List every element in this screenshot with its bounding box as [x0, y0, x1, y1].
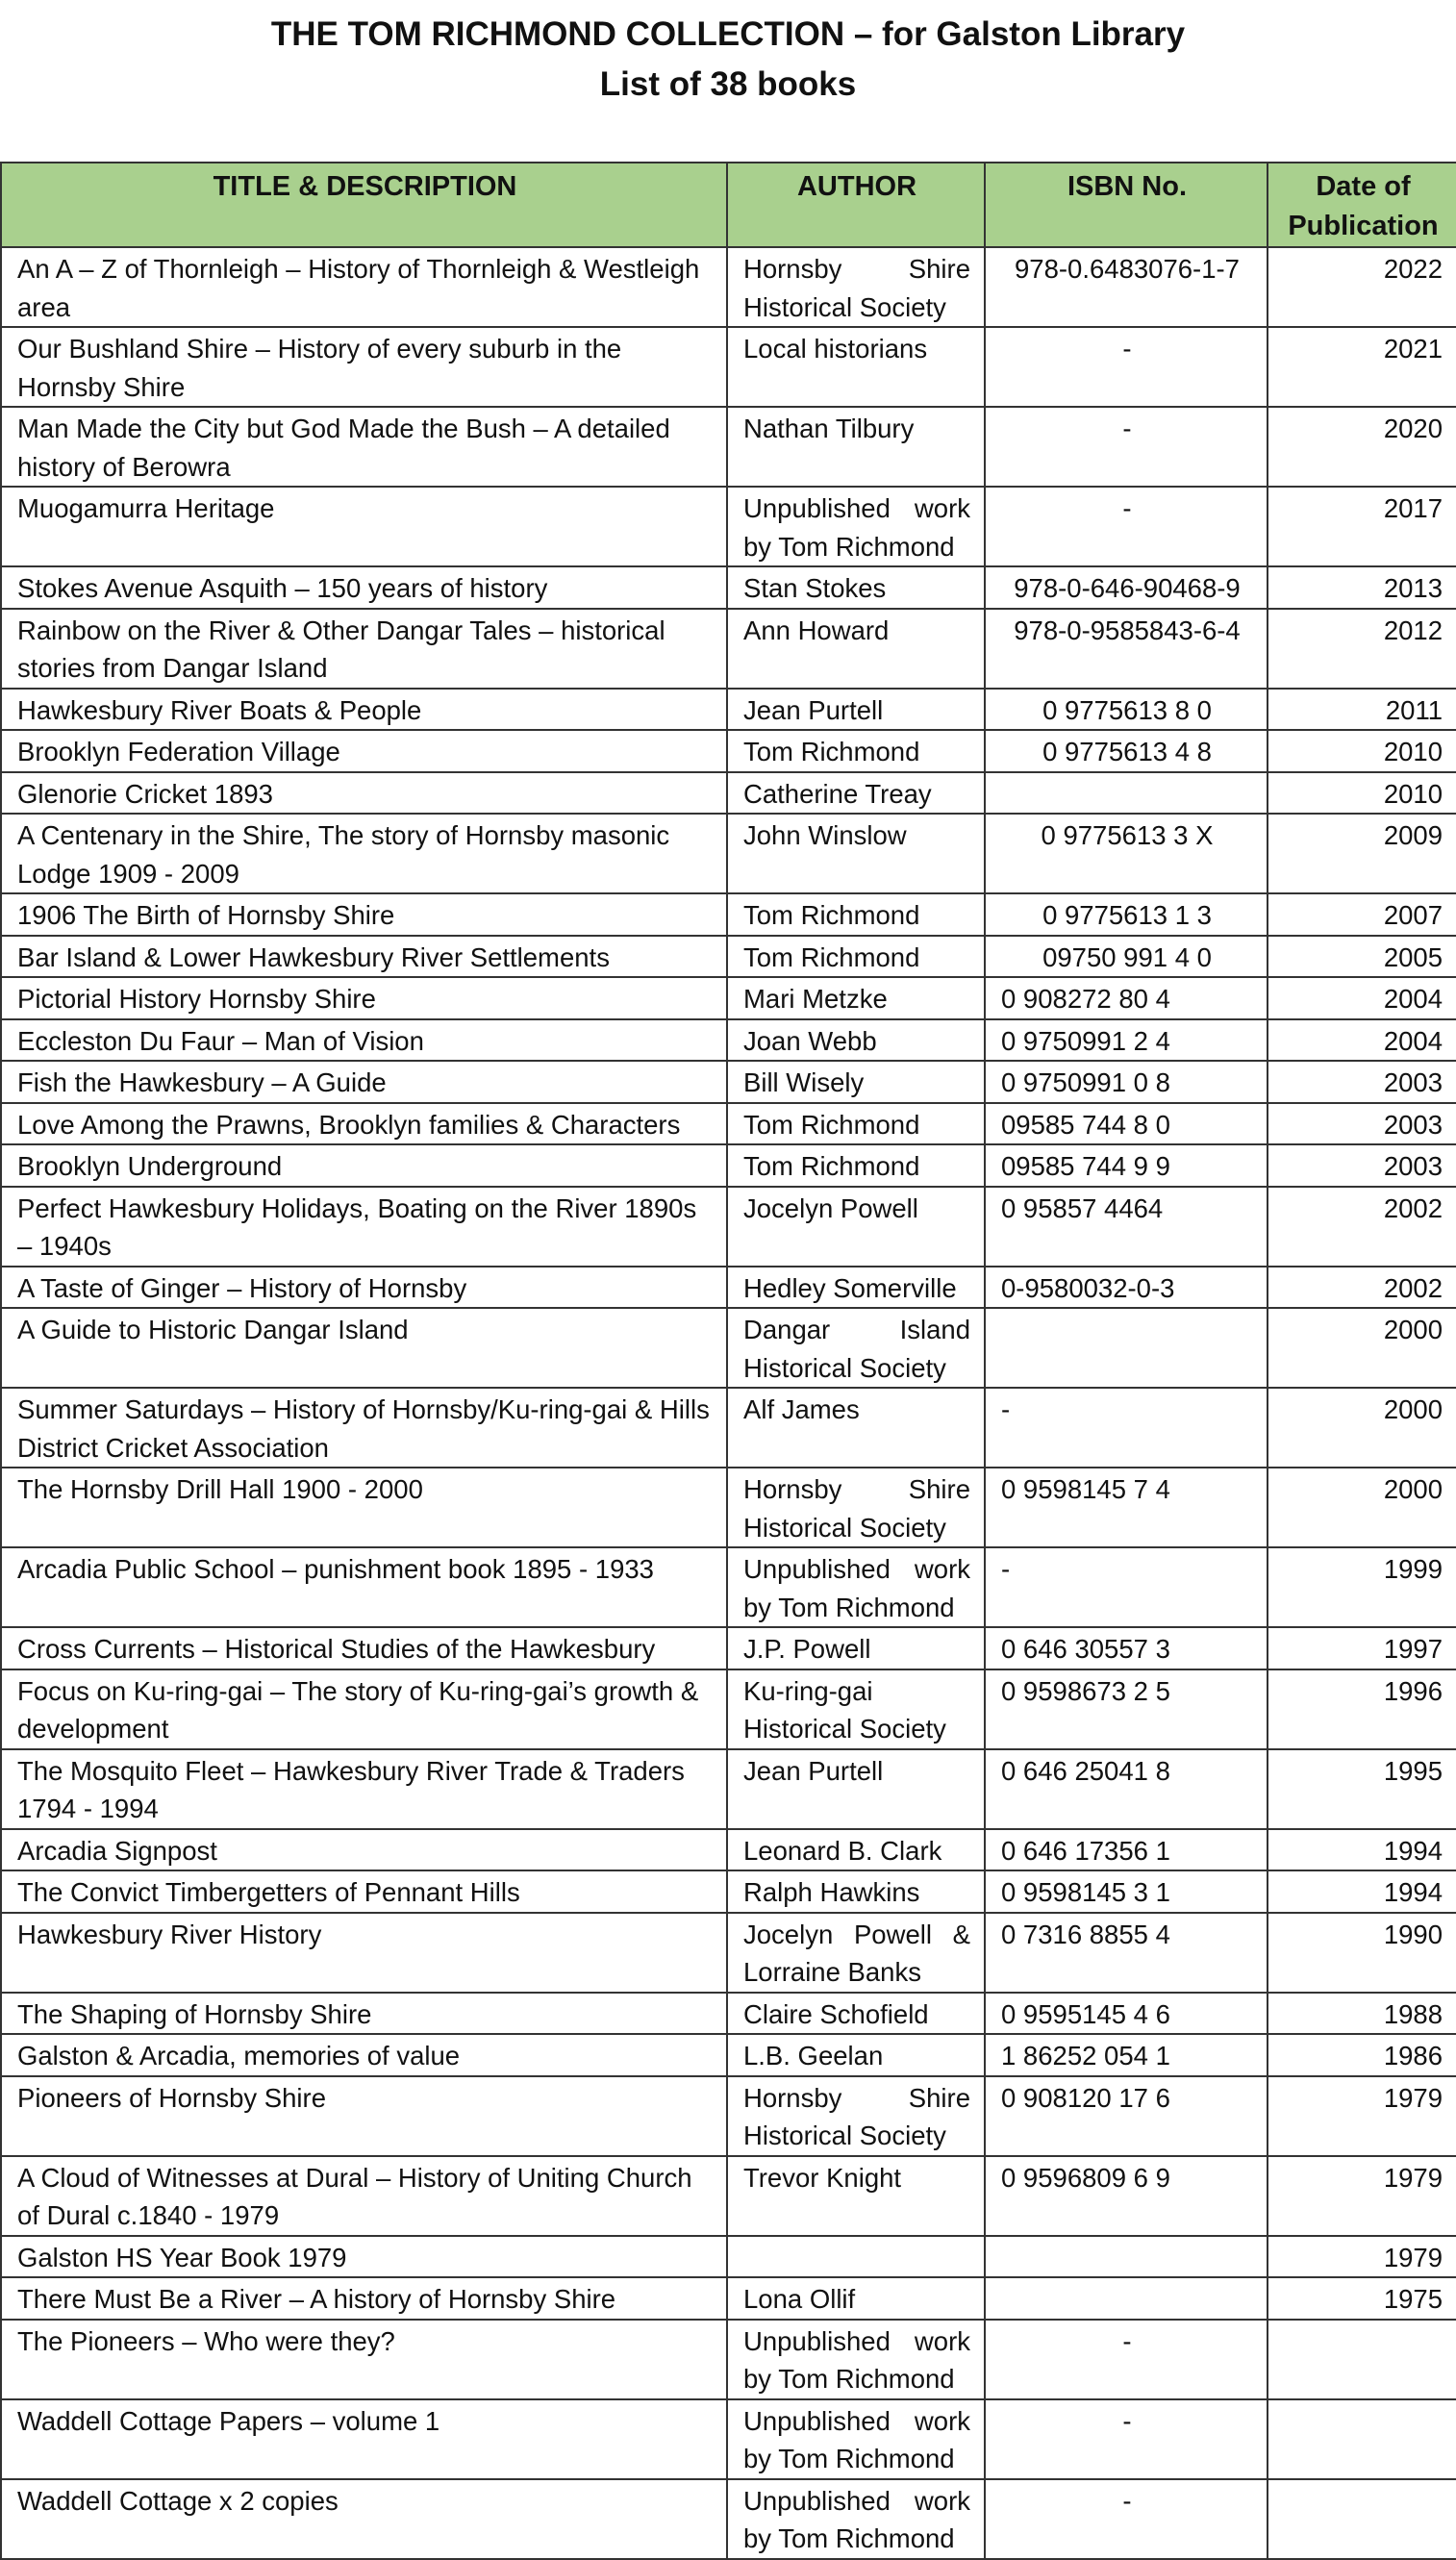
book-author-cell: Stan Stokes	[727, 566, 985, 609]
book-date-cell: 2004	[1268, 1019, 1456, 1062]
book-author-cell: Hornsby Shire Historical Society	[727, 2076, 985, 2156]
book-title-cell: Brooklyn Federation Village	[1, 730, 727, 772]
book-author-cell: Jocelyn Powell	[727, 1187, 985, 1267]
table-row	[1, 2320, 1456, 2399]
book-author-cell: Leonard B. Clark	[727, 1829, 985, 1871]
book-isbn-cell: 0 646 17356 1	[985, 1829, 1268, 1871]
book-title-cell: Summer Saturdays – History of Hornsby/Ku-ring-gai & Hills District Cricket Association	[1, 1388, 727, 1468]
book-isbn-cell: -	[985, 2399, 1268, 2479]
book-author-cell: Dangar Island Historical Society	[727, 1308, 985, 1388]
book-isbn-cell: 0 646 25041 8	[985, 1749, 1268, 1829]
table-row	[1, 1308, 1456, 1388]
table-row	[1, 2034, 1456, 2076]
book-date-cell: 1979	[1268, 2156, 1456, 2236]
book-author-cell: Tom Richmond	[727, 893, 985, 936]
book-date-cell	[1268, 2479, 1456, 2559]
table-row	[1, 2156, 1456, 2236]
table-row	[1, 1187, 1456, 1267]
book-author-cell: Jocelyn Powell & Lorraine Banks	[727, 1913, 985, 1993]
book-date-cell: 2007	[1268, 893, 1456, 936]
book-title-cell: Waddell Cottage Papers – volume 1	[1, 2399, 727, 2479]
book-isbn-cell: 0 9598145 7 4	[985, 1468, 1268, 1547]
book-author-cell: Joan Webb	[727, 1019, 985, 1062]
table-row	[1, 893, 1456, 936]
book-isbn-cell: 0-9580032-0-3	[985, 1267, 1268, 1309]
book-title-cell: There Must Be a River – A history of Hornsby Shire	[1, 2277, 727, 2320]
book-isbn-cell: 978-0-9585843-6-4	[985, 609, 1268, 689]
book-isbn-cell: -	[985, 1388, 1268, 1468]
book-date-cell: 2000	[1268, 1388, 1456, 1468]
table-row	[1, 1627, 1456, 1669]
book-date-cell: 2021	[1268, 327, 1456, 407]
book-title-cell: The Pioneers – Who were they?	[1, 2320, 727, 2399]
table-row	[1, 327, 1456, 407]
book-title-cell: A Guide to Historic Dangar Island	[1, 1308, 727, 1388]
book-title-cell: Love Among the Prawns, Brooklyn families & Characters	[1, 1103, 727, 1145]
book-title-cell: Arcadia Public School – punishment book 1895 - 1933	[1, 1547, 727, 1627]
book-isbn-cell: 0 9750991 2 4	[985, 1019, 1268, 1062]
table-row	[1, 407, 1456, 487]
table-row	[1, 1103, 1456, 1145]
table-row	[1, 1061, 1456, 1103]
book-date-cell: 2013	[1268, 566, 1456, 609]
book-isbn-cell: 0 908120 17 6	[985, 2076, 1268, 2156]
book-author-cell: Alf James	[727, 1388, 985, 1468]
book-title-cell: A Cloud of Witnesses at Dural – History of Uniting Church of Dural c.1840 - 1979	[1, 2156, 727, 2236]
book-title-cell: Muogamurra Heritage	[1, 487, 727, 566]
column-header-title: TITLE & DESCRIPTION	[1, 163, 727, 247]
table-row	[1, 1870, 1456, 1913]
book-title-cell: An A – Z of Thornleigh – History of Thornleigh & Westleigh area	[1, 247, 727, 327]
table-row	[1, 1913, 1456, 1993]
book-date-cell: 2003	[1268, 1103, 1456, 1145]
book-date-cell: 1995	[1268, 1749, 1456, 1829]
book-date-cell: 1994	[1268, 1870, 1456, 1913]
column-header-isbn: ISBN No.	[985, 163, 1268, 247]
table-row	[1, 1144, 1456, 1187]
document-title: THE TOM RICHMOND COLLECTION – for Galston Library	[270, 15, 1186, 53]
book-title-cell: Glenorie Cricket 1893	[1, 772, 727, 815]
table-row	[1, 247, 1456, 327]
book-isbn-cell: 978-0.6483076-1-7	[985, 247, 1268, 327]
book-author-cell: Unpublished work by Tom Richmond	[727, 2399, 985, 2479]
book-date-cell: 2000	[1268, 1308, 1456, 1388]
book-title-cell: Cross Currents – Historical Studies of the Hawkesbury	[1, 1627, 727, 1669]
book-isbn-cell	[985, 1308, 1268, 1388]
book-author-cell: Ku-ring-gai Historical Society	[727, 1669, 985, 1749]
book-isbn-cell: 09585 744 8 0	[985, 1103, 1268, 1145]
book-author-cell: Trevor Knight	[727, 2156, 985, 2236]
table-row	[1, 2479, 1456, 2559]
book-author-cell	[727, 2236, 985, 2278]
book-date-cell: 1988	[1268, 1993, 1456, 2035]
table-row	[1, 1019, 1456, 1062]
book-title-cell: Fish the Hawkesbury – A Guide	[1, 1061, 727, 1103]
book-date-cell: 1994	[1268, 1829, 1456, 1871]
book-isbn-cell	[985, 772, 1268, 815]
book-title-cell: Hawkesbury River Boats & People	[1, 689, 727, 731]
book-date-cell: 1979	[1268, 2236, 1456, 2278]
book-author-cell: Local historians	[727, 327, 985, 407]
book-author-cell: Bill Wisely	[727, 1061, 985, 1103]
book-date-cell: 2004	[1268, 977, 1456, 1019]
table-row	[1, 1749, 1456, 1829]
book-isbn-cell: -	[985, 2320, 1268, 2399]
book-author-cell: Hornsby Shire Historical Society	[727, 1468, 985, 1547]
book-title-cell: Focus on Ku-ring-gai – The story of Ku-ring-gai’s growth & development	[1, 1669, 727, 1749]
table-row	[1, 730, 1456, 772]
book-title-cell: Brooklyn Underground	[1, 1144, 727, 1187]
book-title-cell: Pictorial History Hornsby Shire	[1, 977, 727, 1019]
book-date-cell: 2003	[1268, 1061, 1456, 1103]
column-header-author: AUTHOR	[727, 163, 985, 247]
table-row	[1, 566, 1456, 609]
book-title-cell: Bar Island & Lower Hawkesbury River Settlements	[1, 936, 727, 978]
table-row	[1, 1829, 1456, 1871]
book-author-cell: Unpublished work by Tom Richmond	[727, 487, 985, 566]
book-date-cell: 2003	[1268, 1144, 1456, 1187]
table-row	[1, 936, 1456, 978]
book-isbn-cell	[985, 2277, 1268, 2320]
book-title-cell: Pioneers of Hornsby Shire	[1, 2076, 727, 2156]
book-author-cell: Jean Purtell	[727, 689, 985, 731]
book-date-cell: 1979	[1268, 2076, 1456, 2156]
book-isbn-cell: 978-0-646-90468-9	[985, 566, 1268, 609]
book-isbn-cell: -	[985, 407, 1268, 487]
table-row	[1, 487, 1456, 566]
book-author-cell: Hedley Somerville	[727, 1267, 985, 1309]
book-isbn-cell: 0 9775613 3 X	[985, 814, 1268, 893]
book-date-cell: 2002	[1268, 1267, 1456, 1309]
table-row	[1, 977, 1456, 1019]
book-date-cell: 2010	[1268, 772, 1456, 815]
book-isbn-cell: 0 9775613 4 8	[985, 730, 1268, 772]
book-title-cell: A Centenary in the Shire, The story of Hornsby masonic Lodge 1909 - 2009	[1, 814, 727, 893]
table-row	[1, 689, 1456, 731]
book-isbn-cell: 0 9598673 2 5	[985, 1669, 1268, 1749]
book-date-cell: 2010	[1268, 730, 1456, 772]
book-author-cell: John Winslow	[727, 814, 985, 893]
table-row	[1, 1388, 1456, 1468]
book-title-cell: Hawkesbury River History	[1, 1913, 727, 1993]
book-date-cell	[1268, 2320, 1456, 2399]
book-date-cell: 1986	[1268, 2034, 1456, 2076]
book-isbn-cell: 1 86252 054 1	[985, 2034, 1268, 2076]
table-row	[1, 1993, 1456, 2035]
book-author-cell: Tom Richmond	[727, 936, 985, 978]
book-isbn-cell: -	[985, 487, 1268, 566]
book-title-cell: Arcadia Signpost	[1, 1829, 727, 1871]
book-isbn-cell: 0 9595145 4 6	[985, 1993, 1268, 2035]
document-subtitle: List of 38 books	[599, 65, 857, 103]
book-author-cell: Unpublished work by Tom Richmond	[727, 2320, 985, 2399]
book-date-cell: 2017	[1268, 487, 1456, 566]
book-title-cell: Rainbow on the River & Other Dangar Tales – historical stories from Dangar Island	[1, 609, 727, 689]
book-author-cell: Tom Richmond	[727, 1144, 985, 1187]
book-title-cell: Our Bushland Shire – History of every suburb in the Hornsby Shire	[1, 327, 727, 407]
book-isbn-cell	[985, 2236, 1268, 2278]
book-author-cell: Catherine Treay	[727, 772, 985, 815]
book-title-cell: Galston & Arcadia, memories of value	[1, 2034, 727, 2076]
book-isbn-cell: 0 9775613 8 0	[985, 689, 1268, 731]
book-date-cell: 2005	[1268, 936, 1456, 978]
books-table	[0, 162, 1456, 2560]
book-isbn-cell: 0 95857 4464	[985, 1187, 1268, 1267]
book-title-cell: A Taste of Ginger – History of Hornsby	[1, 1267, 727, 1309]
book-date-cell: 1999	[1268, 1547, 1456, 1627]
book-date-cell	[1268, 2399, 1456, 2479]
table-row	[1, 1547, 1456, 1627]
book-title-cell: Waddell Cottage x 2 copies	[1, 2479, 727, 2559]
book-title-cell: The Convict Timbergetters of Pennant Hills	[1, 1870, 727, 1913]
book-author-cell: Ann Howard	[727, 609, 985, 689]
table-row	[1, 1267, 1456, 1309]
book-title-cell: Eccleston Du Faur – Man of Vision	[1, 1019, 727, 1062]
book-date-cell: 2022	[1268, 247, 1456, 327]
book-author-cell: Unpublished work by Tom Richmond	[727, 2479, 985, 2559]
book-isbn-cell: 0 7316 8855 4	[985, 1913, 1268, 1993]
book-isbn-cell: 0 9596809 6 9	[985, 2156, 1268, 2236]
book-isbn-cell: 0 9598145 3 1	[985, 1870, 1268, 1913]
table-row	[1, 814, 1456, 893]
book-isbn-cell: 0 646 30557 3	[985, 1627, 1268, 1669]
table-row	[1, 2277, 1456, 2320]
book-author-cell: Mari Metzke	[727, 977, 985, 1019]
book-title-cell: Man Made the City but God Made the Bush – A detailed history of Berowra	[1, 407, 727, 487]
book-title-cell: 1906 The Birth of Hornsby Shire	[1, 893, 727, 936]
book-isbn-cell: 0 9750991 0 8	[985, 1061, 1268, 1103]
book-date-cell: 1997	[1268, 1627, 1456, 1669]
book-isbn-cell: -	[985, 1547, 1268, 1627]
book-date-cell: 2009	[1268, 814, 1456, 893]
book-author-cell: Lona Ollif	[727, 2277, 985, 2320]
column-header-date: Date of Publication	[1268, 163, 1456, 247]
book-isbn-cell: 09585 744 9 9	[985, 1144, 1268, 1187]
table-row	[1, 1669, 1456, 1749]
book-isbn-cell: -	[985, 2479, 1268, 2559]
table-row	[1, 1468, 1456, 1547]
book-date-cell: 2000	[1268, 1468, 1456, 1547]
book-date-cell: 1996	[1268, 1669, 1456, 1749]
table-header-row	[1, 163, 1456, 247]
table-row	[1, 2399, 1456, 2479]
books-table-body	[1, 247, 1456, 2559]
table-row	[1, 2076, 1456, 2156]
book-isbn-cell: 0 9775613 1 3	[985, 893, 1268, 936]
table-row	[1, 609, 1456, 689]
book-title-cell: Galston HS Year Book 1979	[1, 2236, 727, 2278]
book-title-cell: Stokes Avenue Asquith – 150 years of history	[1, 566, 727, 609]
book-isbn-cell: -	[985, 327, 1268, 407]
book-author-cell: L.B. Geelan	[727, 2034, 985, 2076]
book-title-cell: Perfect Hawkesbury Holidays, Boating on the River 1890s – 1940s	[1, 1187, 727, 1267]
book-title-cell: The Shaping of Hornsby Shire	[1, 1993, 727, 2035]
book-author-cell: Tom Richmond	[727, 730, 985, 772]
book-date-cell: 2011	[1268, 689, 1456, 731]
book-author-cell: Hornsby Shire Historical Society	[727, 247, 985, 327]
book-author-cell: Unpublished work by Tom Richmond	[727, 1547, 985, 1627]
book-date-cell: 2002	[1268, 1187, 1456, 1267]
book-author-cell: Jean Purtell	[727, 1749, 985, 1829]
book-author-cell: Tom Richmond	[727, 1103, 985, 1145]
book-date-cell: 2012	[1268, 609, 1456, 689]
book-author-cell: J.P. Powell	[727, 1627, 985, 1669]
table-row	[1, 772, 1456, 815]
book-author-cell: Ralph Hawkins	[727, 1870, 985, 1913]
table-row	[1, 2236, 1456, 2278]
book-isbn-cell: 09750 991 4 0	[985, 936, 1268, 978]
book-author-cell: Claire Schofield	[727, 1993, 985, 2035]
book-title-cell: The Hornsby Drill Hall 1900 - 2000	[1, 1468, 727, 1547]
book-date-cell: 1975	[1268, 2277, 1456, 2320]
book-date-cell: 2020	[1268, 407, 1456, 487]
book-author-cell: Nathan Tilbury	[727, 407, 985, 487]
book-title-cell: The Mosquito Fleet – Hawkesbury River Trade & Traders 1794 - 1994	[1, 1749, 727, 1829]
book-date-cell: 1990	[1268, 1913, 1456, 1993]
book-isbn-cell: 0 908272 80 4	[985, 977, 1268, 1019]
